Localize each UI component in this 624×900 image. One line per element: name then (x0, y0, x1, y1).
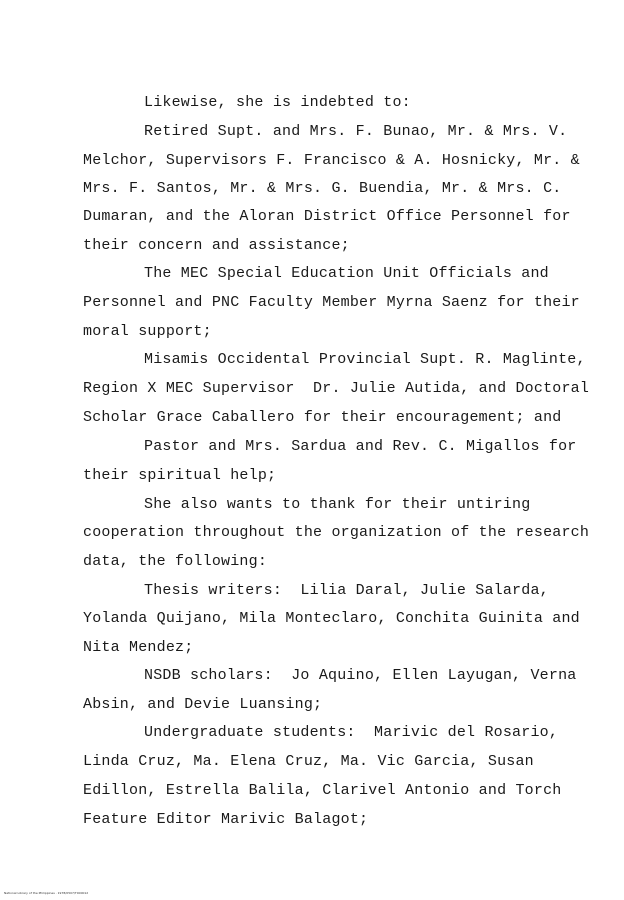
text-line: Scholar Grace Caballero for their encouragement; and (83, 409, 562, 426)
text-line: Personnel and PNC Faculty Member Myrna Saenz for their (83, 294, 580, 311)
text-line: Yolanda Quijano, Mila Monteclaro, Conchita Guinita and (83, 610, 580, 627)
text-line: Region X MEC Supervisor Dr. Julie Autida, and Doctoral (83, 380, 590, 397)
text-line: their concern and assistance; (83, 237, 350, 254)
text-line: She also wants to thank for their untiring (144, 496, 531, 513)
text-line: Nita Mendez; (83, 639, 194, 656)
text-line: Linda Cruz, Ma. Elena Cruz, Ma. Vic Garcia, Susan (83, 753, 534, 770)
text-line: Edillon, Estrella Balila, Clarivel Antonio and Torch (83, 782, 562, 799)
text-line: moral support; (83, 323, 212, 340)
text-line: their spiritual help; (83, 467, 277, 484)
text-line: NSDB scholars: Jo Aquino, Ellen Layugan, Verna (144, 667, 577, 684)
text-line: The MEC Special Education Unit Officials and (144, 265, 549, 282)
text-line: Feature Editor Marivic Balagot; (83, 811, 369, 828)
text-line: Mrs. F. Santos, Mr. & Mrs. G. Buendia, Mr. & Mrs. C. (83, 180, 562, 197)
text-line: Likewise, she is indebted to: (144, 94, 411, 111)
text-line: Pastor and Mrs. Sardua and Rev. C. Migallos for (144, 438, 577, 455)
text-line: Undergraduate students: Marivic del Rosario, (144, 724, 559, 741)
text-line: Thesis writers: Lilia Daral, Julie Salarda, (144, 582, 549, 599)
text-line: data, the following: (83, 553, 268, 570)
scan-footer: National Library of the Philippines · 1978/0507/T000012 (4, 891, 89, 895)
text-line: cooperation throughout the organization of the research (83, 524, 590, 541)
text-line: Misamis Occidental Provincial Supt. R. Maglinte, (144, 351, 586, 368)
text-line: Absin, and Devie Luansing; (83, 696, 323, 713)
text-line: Melchor, Supervisors F. Francisco & A. Hosnicky, Mr. & (83, 152, 580, 169)
text-line: Dumaran, and the Aloran District Office Personnel for (83, 208, 571, 225)
text-line: Retired Supt. and Mrs. F. Bunao, Mr. & Mrs. V. (144, 123, 568, 140)
